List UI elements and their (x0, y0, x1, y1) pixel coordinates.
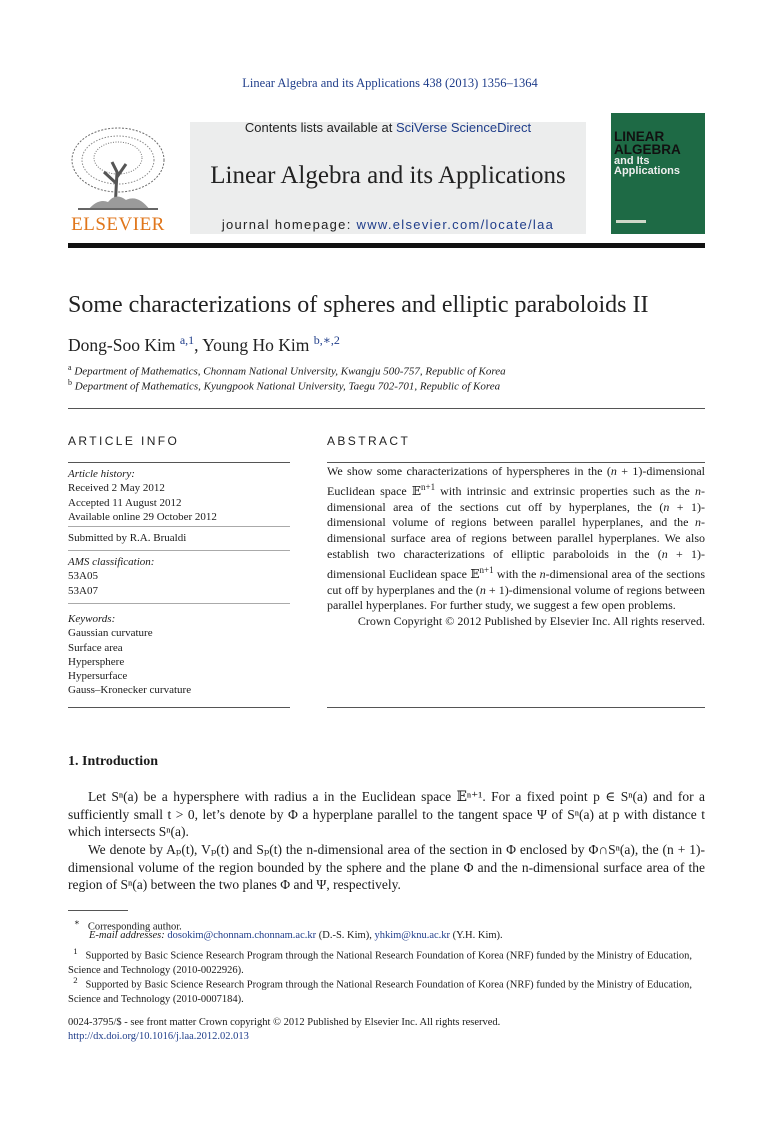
affil-a-text: Department of Mathematics, Chonnam National University, Kwangju 500-757, Republic of Korea (74, 365, 506, 378)
ams-code-1: 53A05 (68, 570, 98, 583)
keywords-label: Keywords: (68, 613, 116, 625)
author-1: Dong-Soo Kim (68, 334, 176, 355)
publisher-wordmark: ELSEVIER (71, 214, 165, 235)
footnote-1-text: Supported by Basic Science Research Program through the National Research Foundation of Korea (NRF) funded by the Ministry of Education, Science and Technology (2010-0022926). (68, 950, 693, 976)
footnote-star-text: Corresponding author. (87, 921, 182, 933)
received-date: Received 2 May 2012 (68, 482, 165, 495)
footnote-emails (68, 929, 726, 943)
accepted-date: Accepted 11 August 2012 (68, 496, 182, 509)
journal-homepage (190, 217, 586, 232)
intro-paragraph-2: We denote by Aₚ(t), Vₚ(t) and Sₚ(t) the n-dimensional area of the section in Φ enclosed by Φ∩Sⁿ(a), the (n + 1)-dimensional volume of the region bounded by the sphere and the plane Φ and the n-dimensional surface area of the region of Sⁿ(a) between the two planes Φ and Ψ, respectively. (68, 842, 705, 892)
ams-label: AMS classification: (68, 556, 155, 568)
sciencedirect-link[interactable]: SciVerse ScienceDirect (395, 120, 532, 135)
footnote-2 (68, 973, 705, 1007)
cover-title (614, 130, 702, 177)
affil-b-mark: b (68, 378, 72, 387)
homepage-link[interactable]: www.elsevier.com/locate/laa (356, 217, 555, 232)
intro-paragraph-1: Let Sⁿ(a) be a hypersphere with radius a in the Euclidean space 𝔼ⁿ⁺¹. For a fixed point p ∈ Sⁿ(a) and for a sufficiently small t > 0, let’s denote by Φ a hyperplane parallel to the tangent space Ψ of Sⁿ(a) at p with distance t which intersects Sⁿ(a). (68, 789, 705, 839)
abstract-copyright: Crown Copyright © 2012 Published by Elsevier Inc. All rights reserved. (357, 614, 705, 629)
ams-code-2: 53A07 (68, 584, 98, 597)
info-rule-2 (68, 550, 290, 551)
author-2: Young Ho Kim (202, 334, 310, 355)
author-2-affil[interactable]: b,∗,2 (313, 333, 340, 347)
contents-prefix: Contents lists available at (244, 120, 396, 135)
affiliation-b (68, 378, 500, 393)
cover-bar (616, 220, 646, 223)
email-link-2[interactable]: yhkim@knu.ac.kr (374, 930, 451, 941)
email-label: E-mail addresses: (89, 930, 168, 941)
info-rule-top (68, 462, 290, 463)
contents-line (190, 120, 586, 135)
cover-line-4: Applications (614, 165, 681, 177)
cover-line-2: ALGEBRA (614, 142, 681, 157)
author-1-affil[interactable]: a,1 (179, 333, 195, 347)
footnote-star-mark: ∗ (74, 917, 80, 927)
journal-citation[interactable]: Linear Algebra and its Applications 438 (2013) 1356–1364 (242, 76, 538, 90)
info-rule-1 (68, 526, 290, 527)
keyword-3: Hypersphere (68, 655, 125, 668)
cover-line-1: LINEAR (614, 129, 665, 144)
keyword-1: Gaussian curvature (68, 627, 153, 640)
history-label: Article history: (68, 468, 135, 480)
affil-a-mark: a (68, 363, 72, 372)
email-link-1[interactable]: dosokim@chonnam.chonnam.ac.kr (167, 930, 317, 941)
ams-classification (68, 555, 290, 598)
abstract-heading: ABSTRACT (327, 434, 411, 448)
affiliation-a (68, 363, 506, 378)
issn-line: 0024-3795/$ - see front matter Crown copyright © 2012 Published by Elsevier Inc. All rights reserved. (68, 1017, 501, 1028)
footnote-1-mark: 1 (73, 946, 78, 956)
author-separator: , (194, 334, 203, 355)
journal-title: Linear Algebra and its Applications (210, 162, 566, 189)
section-heading-introduction: 1. Introduction (68, 754, 158, 769)
footnote-rule (68, 910, 128, 911)
keyword-2: Surface area (68, 641, 123, 654)
keyword-4: Hypersurface (68, 670, 128, 683)
article-history (68, 467, 290, 524)
keyword-5: Gauss–Kronecker curvature (68, 684, 192, 697)
footnote-2-mark: 2 (73, 975, 78, 985)
keywords (68, 612, 290, 698)
footnote-2-text: Supported by Basic Science Research Program through the National Research Foundation of Korea (NRF) funded by the Ministry of Education, Science and Technology (2010-0007184). (68, 979, 693, 1005)
email-1-owner: (D.-S. Kim), (316, 930, 375, 941)
submitted-by: Submitted by R.A. Brualdi (68, 532, 187, 544)
email-2-owner: (Y.H. Kim). (450, 930, 503, 941)
cover-line-3: and Its (614, 155, 650, 167)
masthead-rule (68, 243, 705, 248)
header-rule (68, 408, 705, 409)
article-info-heading: ARTICLE INFO (68, 434, 180, 448)
online-date: Available online 29 October 2012 (68, 510, 217, 523)
homepage-prefix: journal homepage: (221, 217, 357, 232)
info-rule-3 (68, 603, 290, 604)
author-line (68, 333, 340, 356)
abstract-rule-bottom (327, 707, 705, 708)
abstract-text: We show some characterizations of hyperspheres in the (n + 1)-dimensional Euclidean space 𝔼$^{n+1}$ with intrinsic and extrinsic properties such as the n-dimensional area of the sections cut off by hyperplanes, the (n + 1)-dimensional volume of regions between parallel hyperplanes, and the n-dimensional surface area of regions between parallel hyperplanes. We also establish two characterizations of elliptic paraboloids in the (n + 1)-dimensional Euclidean space 𝔼$^{n+1}$ with the n-dimensional area of the sections cut off by hyperplanes and the (n + 1)-dimensional volume of regions between parallel hyperplanes. For further study, we suggest a few open problems. Crown Copyright © 2012 Published by Elsevier Inc. All rights reserved. (327, 464, 706, 629)
info-rule-bottom (68, 707, 290, 708)
affil-b-text: Department of Mathematics, Kyungpook National University, Taegu 702-701, Republic of Korea (74, 380, 501, 393)
abstract-rule-top (327, 462, 705, 463)
doi-link[interactable]: http://dx.doi.org/10.1016/j.laa.2012.02.013 (68, 1031, 249, 1042)
article-title: Some characterizations of spheres and elliptic paraboloids II (68, 292, 649, 318)
